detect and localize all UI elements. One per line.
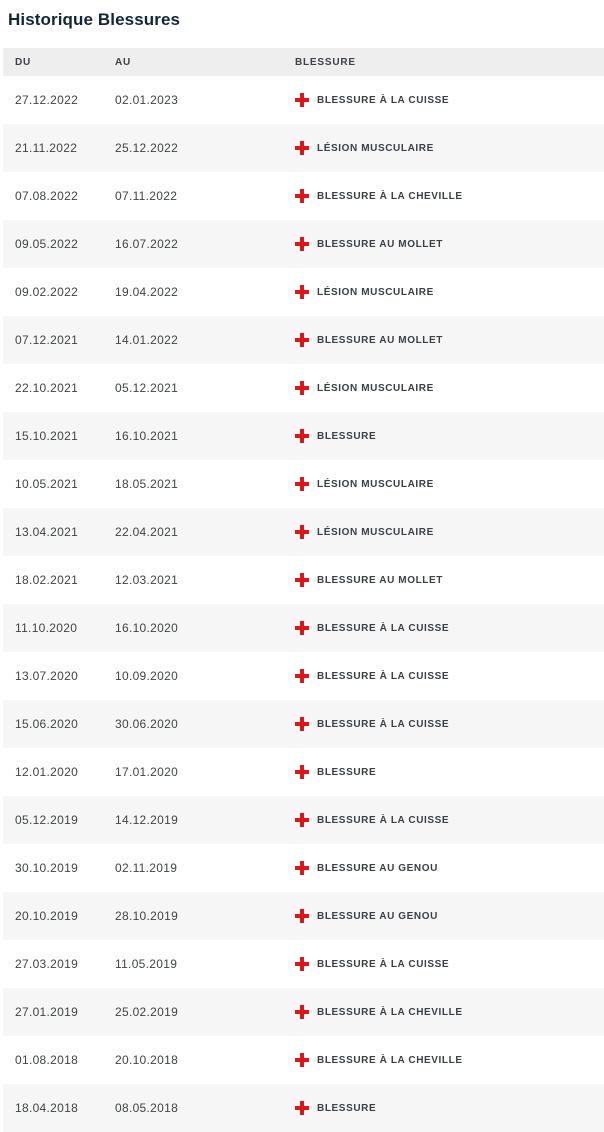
- injury-cell: [295, 1101, 376, 1115]
- date-from: 21.11.2022: [15, 141, 78, 155]
- injury-label: BLESSURE AU GENOU: [317, 862, 438, 874]
- date-from: 07.12.2021: [15, 333, 79, 347]
- table-row: [3, 652, 604, 700]
- table-row: [3, 172, 604, 220]
- date-to: 18.05.2021: [115, 477, 179, 491]
- date-from: 18.02.2021: [15, 573, 79, 587]
- date-to: 30.06.2020: [115, 717, 179, 731]
- date-from: 15.10.2021: [15, 429, 79, 443]
- injury-history-table: [3, 48, 604, 1132]
- table-row: [3, 316, 604, 364]
- injury-cell: [295, 381, 434, 395]
- red-cross-icon: [295, 813, 309, 827]
- injury-cell: [295, 189, 463, 203]
- date-from: 13.07.2020: [15, 669, 79, 683]
- injury-cell: [295, 813, 449, 827]
- table-row: [3, 988, 604, 1036]
- injury-label: BLESSURE À LA CHEVILLE: [317, 1006, 463, 1018]
- date-to: 12.03.2021: [115, 573, 179, 587]
- table-row: [3, 412, 604, 460]
- date-from: 07.08.2022: [15, 189, 79, 203]
- table-row: [3, 1084, 604, 1132]
- red-cross-icon: [295, 621, 309, 635]
- injury-cell: [295, 621, 449, 635]
- red-cross-icon: [295, 1101, 309, 1115]
- injury-label: BLESSURE À LA CUISSE: [317, 718, 450, 730]
- date-from: 30.10.2019: [15, 861, 79, 875]
- table-body: [3, 76, 604, 1132]
- injury-cell: [295, 909, 438, 923]
- column-header-injury: BLESSURE: [295, 56, 356, 68]
- table-row: [3, 892, 604, 940]
- injury-cell: [295, 669, 449, 683]
- date-to: 05.12.2021: [115, 381, 179, 395]
- date-to: 25.12.2022: [115, 141, 179, 155]
- red-cross-icon: [295, 765, 309, 779]
- table-row: [3, 700, 604, 748]
- red-cross-icon: [295, 477, 309, 491]
- date-from: 27.03.2019: [15, 957, 79, 971]
- column-header-to: AU: [115, 56, 132, 68]
- date-to: 16.07.2022: [115, 237, 179, 251]
- date-to: 14.01.2022: [115, 333, 179, 347]
- date-from: 22.10.2021: [15, 381, 79, 395]
- injury-cell: [295, 1053, 463, 1067]
- red-cross-icon: [295, 333, 309, 347]
- injury-label: BLESSURE À LA CUISSE: [317, 94, 450, 106]
- table-row: [3, 1036, 604, 1084]
- injury-label: LÉSION MUSCULAIRE: [317, 526, 434, 538]
- injury-label: BLESSURE AU MOLLET: [317, 238, 443, 250]
- date-from: 15.06.2020: [15, 717, 79, 731]
- table-row: [3, 364, 604, 412]
- injury-cell: [295, 237, 443, 251]
- date-from: 12.01.2020: [15, 765, 79, 779]
- injury-cell: [295, 573, 443, 587]
- red-cross-icon: [295, 669, 309, 683]
- date-to: 14.12.2019: [115, 813, 179, 827]
- injury-label: BLESSURE AU MOLLET: [317, 574, 443, 586]
- injury-cell: [295, 525, 434, 539]
- red-cross-icon: [295, 141, 309, 155]
- red-cross-icon: [295, 1053, 309, 1067]
- injury-label: BLESSURE À LA CUISSE: [317, 670, 450, 682]
- date-to: 16.10.2021: [115, 429, 179, 443]
- date-to: 11.05.2019: [115, 957, 178, 971]
- red-cross-icon: [295, 717, 309, 731]
- red-cross-icon: [295, 909, 309, 923]
- injury-cell: [295, 285, 434, 299]
- injury-cell: [295, 141, 434, 155]
- injury-cell: [295, 717, 449, 731]
- table-row: [3, 76, 604, 124]
- injury-cell: [295, 957, 449, 971]
- injury-label: BLESSURE À LA CUISSE: [317, 958, 450, 970]
- date-from: 09.02.2022: [15, 285, 79, 299]
- date-to: 02.11.2019: [115, 861, 178, 875]
- injury-cell: [295, 765, 376, 779]
- red-cross-icon: [295, 573, 309, 587]
- date-from: 05.12.2019: [15, 813, 79, 827]
- date-to: 10.09.2020: [115, 669, 179, 683]
- table-row: [3, 460, 604, 508]
- date-from: 20.10.2019: [15, 909, 79, 923]
- injury-label: BLESSURE À LA CHEVILLE: [317, 1054, 463, 1066]
- red-cross-icon: [295, 429, 309, 443]
- injury-cell: [295, 861, 438, 875]
- table-row: [3, 124, 604, 172]
- table-row: [3, 940, 604, 988]
- red-cross-icon: [295, 189, 309, 203]
- date-from: 10.05.2021: [15, 477, 79, 491]
- table-row: [3, 508, 604, 556]
- red-cross-icon: [295, 957, 309, 971]
- red-cross-icon: [295, 1005, 309, 1019]
- injury-label: BLESSURE AU MOLLET: [317, 334, 443, 346]
- date-from: 13.04.2021: [15, 525, 79, 539]
- injury-cell: [295, 333, 443, 347]
- injury-label: BLESSURE AU GENOU: [317, 910, 438, 922]
- date-to: 20.10.2018: [115, 1053, 179, 1067]
- injury-label: BLESSURE À LA CUISSE: [317, 622, 450, 634]
- date-to: 02.01.2023: [115, 93, 179, 107]
- page-title: Historique Blessures: [8, 10, 181, 29]
- date-from: 27.01.2019: [15, 1005, 79, 1019]
- date-from: 11.10.2020: [15, 621, 78, 635]
- injury-label: LÉSION MUSCULAIRE: [317, 286, 434, 298]
- injury-label: BLESSURE: [317, 430, 377, 442]
- date-to: 07.11.2022: [115, 189, 178, 203]
- injury-cell: [295, 429, 376, 443]
- table-row: [3, 268, 604, 316]
- table-row: [3, 604, 604, 652]
- injury-label: BLESSURE: [317, 1102, 377, 1114]
- red-cross-icon: [295, 237, 309, 251]
- table-row: [3, 796, 604, 844]
- date-from: 18.04.2018: [15, 1101, 79, 1115]
- red-cross-icon: [295, 93, 309, 107]
- injury-label: LÉSION MUSCULAIRE: [317, 142, 434, 154]
- date-to: 22.04.2021: [115, 525, 179, 539]
- date-from: 27.12.2022: [15, 93, 79, 107]
- red-cross-icon: [295, 861, 309, 875]
- red-cross-icon: [295, 525, 309, 539]
- table-header: [3, 48, 604, 76]
- injury-cell: [295, 477, 434, 491]
- date-to: 25.02.2019: [115, 1005, 179, 1019]
- injury-label: BLESSURE À LA CUISSE: [317, 814, 450, 826]
- table-row: [3, 844, 604, 892]
- injury-label: BLESSURE À LA CHEVILLE: [317, 190, 463, 202]
- table-row: [3, 748, 604, 796]
- date-to: 28.10.2019: [115, 909, 179, 923]
- red-cross-icon: [295, 381, 309, 395]
- date-from: 01.08.2018: [15, 1053, 79, 1067]
- column-header-from: DU: [15, 56, 32, 68]
- table-row: [3, 220, 604, 268]
- red-cross-icon: [295, 285, 309, 299]
- date-to: 17.01.2020: [115, 765, 179, 779]
- table-row: [3, 556, 604, 604]
- date-to: 08.05.2018: [115, 1101, 179, 1115]
- injury-label: BLESSURE: [317, 766, 377, 778]
- date-from: 09.05.2022: [15, 237, 79, 251]
- injury-cell: [295, 93, 449, 107]
- injury-label: LÉSION MUSCULAIRE: [317, 478, 434, 490]
- date-to: 19.04.2022: [115, 285, 179, 299]
- date-to: 16.10.2020: [115, 621, 179, 635]
- injury-cell: [295, 1005, 463, 1019]
- injury-label: LÉSION MUSCULAIRE: [317, 382, 434, 394]
